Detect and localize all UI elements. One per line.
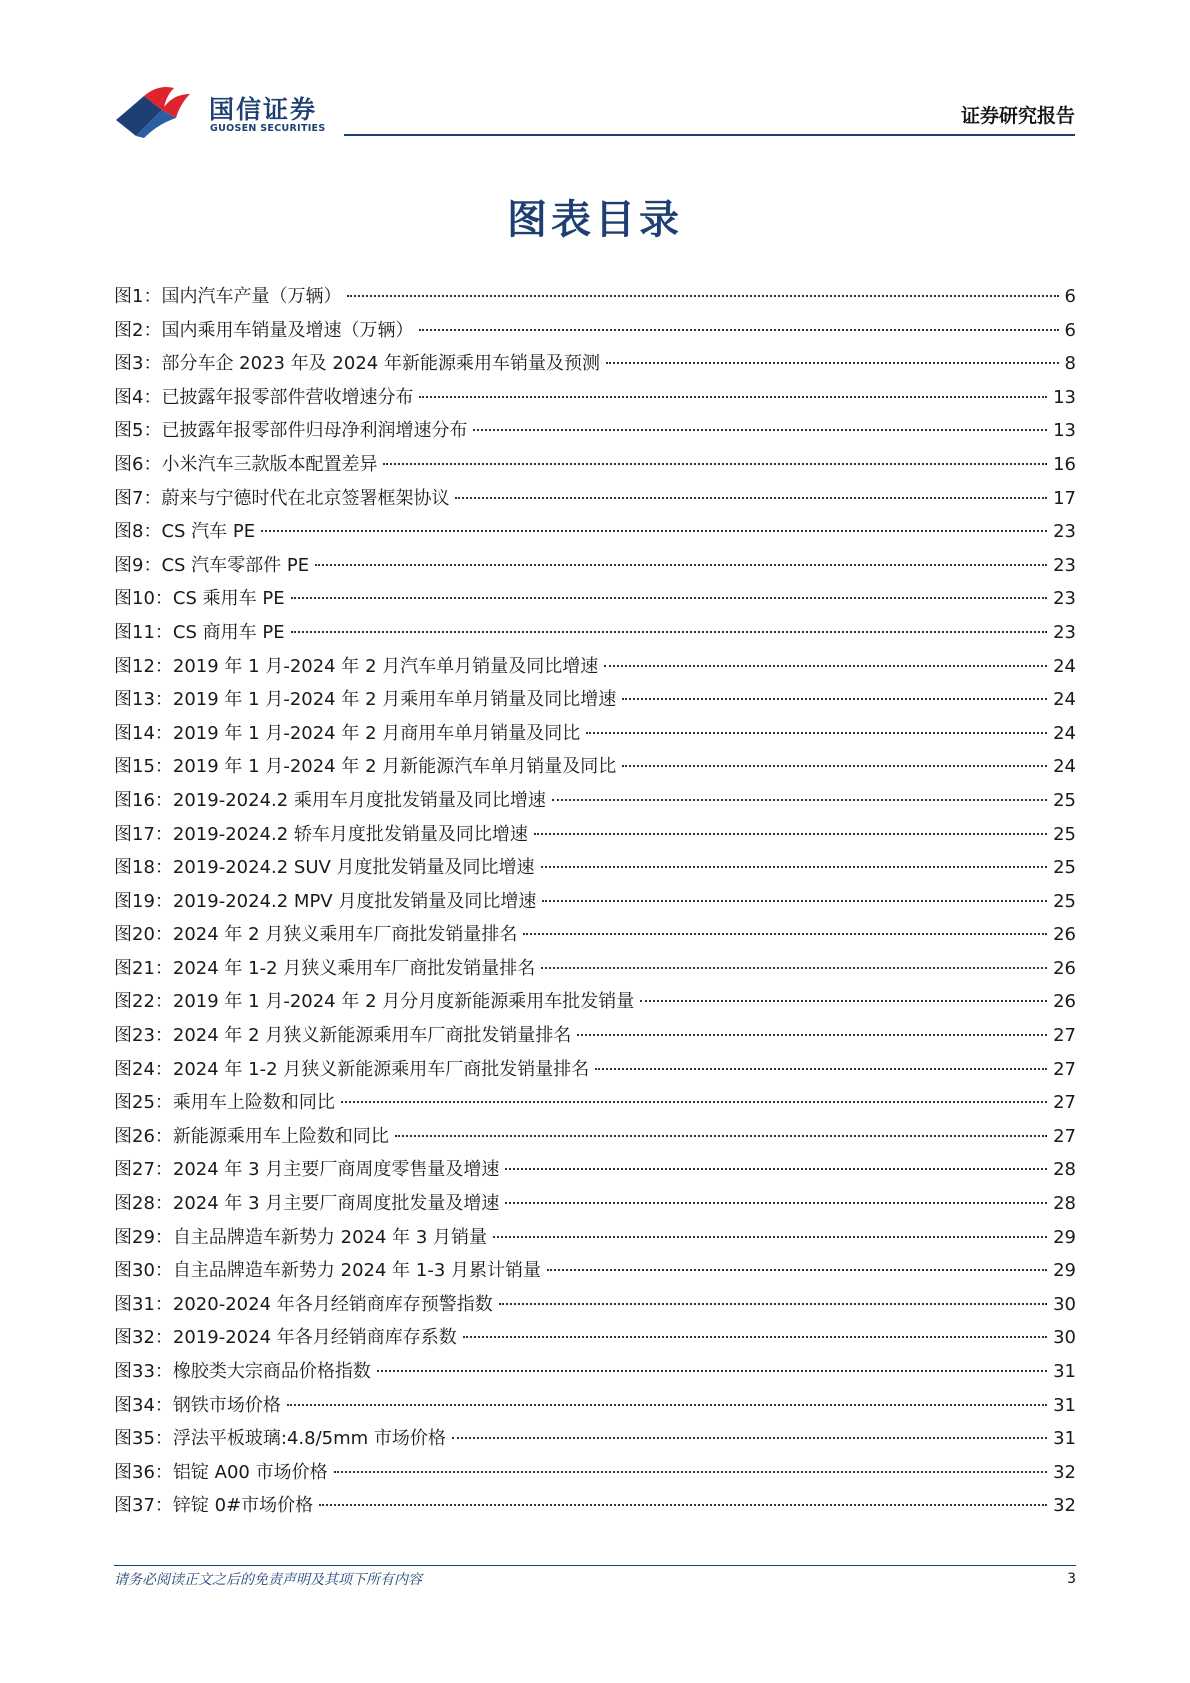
toc-entry-page: 24 (1053, 689, 1076, 711)
toc-entry-title: 2019 年 1 月-2024 年 2 月分月度新能源乘用车批发销量 (172, 991, 635, 1013)
toc-entry-title: 2019-2024.2 乘用车月度批发销量及同比增速 (172, 789, 546, 811)
toc-entry-label: 图33： (114, 1361, 173, 1382)
toc-entry[interactable] (114, 851, 1076, 885)
toc-entry-title: 锌锭 0#市场价格 (172, 1495, 314, 1517)
toc-dot-leader (586, 732, 1047, 734)
toc-entry-page: 29 (1053, 1226, 1076, 1248)
toc-entry-title: 2024 年 1-2 月狭义新能源乘用车厂商批发销量排名 (172, 1058, 590, 1080)
toc-entry-title: CS 乘用车 PE (172, 588, 285, 610)
toc-entry-title: 国内乘用车销量及增速（万辆） (161, 319, 414, 341)
toc-entry-title: 自主品牌造车新势力 2024 年 1-3 月累计销量 (172, 1260, 541, 1282)
toc-entry-label: 图12： (114, 655, 173, 677)
toc-entry-page: 26 (1053, 924, 1076, 946)
toc-entry-title: 新能源乘用车上险数和同比 (172, 1125, 389, 1147)
toc-dot-leader (452, 1437, 1047, 1439)
page-title: 图表目录 (507, 197, 683, 243)
toc-dot-leader (334, 1471, 1048, 1473)
toc-entry[interactable] (114, 1221, 1076, 1255)
toc-entry[interactable] (114, 1120, 1076, 1154)
toc-entry[interactable] (114, 1355, 1076, 1389)
toc-dot-leader (523, 933, 1047, 935)
toc-entry-page: 29 (1053, 1260, 1076, 1282)
toc-entry-title: 橡胶类大宗商品价格指数 (172, 1361, 371, 1382)
toc-dot-leader (395, 1135, 1047, 1137)
toc-entry[interactable] (114, 1019, 1076, 1053)
toc-entry-label: 图29： (114, 1226, 173, 1248)
toc-entry-title: 2019-2024.2 SUV 月度批发销量及同比增速 (172, 857, 535, 879)
toc-entry-label: 图27： (114, 1159, 173, 1181)
toc-entry-title: 国内汽车产量（万辆） (161, 286, 342, 307)
toc-entry[interactable] (114, 1086, 1076, 1120)
toc-entry[interactable] (114, 885, 1076, 919)
toc-entry-label: 图35： (114, 1428, 173, 1450)
toc-dot-leader (287, 1404, 1047, 1406)
toc-entry-title: 2019-2024 年各月经销商库存系数 (172, 1327, 457, 1349)
toc-entry-title: 浮法平板玻璃:4.8/5mm 市场价格 (172, 1428, 446, 1450)
toc-entry-label: 图23： (114, 1025, 173, 1047)
toc-dot-leader (547, 1269, 1047, 1271)
toc-entry-page: 17 (1053, 487, 1076, 509)
toc-entry[interactable] (114, 616, 1076, 650)
toc-entry-page: 24 (1053, 756, 1076, 778)
toc-entry-title: 2019 年 1 月-2024 年 2 月汽车单月销量及同比增速 (172, 655, 599, 677)
toc-entry[interactable] (114, 750, 1076, 784)
toc-entry-label: 图5： (114, 420, 162, 442)
toc-entry-title: 2024 年 3 月主要厂商周度零售量及增速 (172, 1159, 500, 1181)
toc-entry-title: 2024 年 3 月主要厂商周度批发量及增速 (172, 1193, 500, 1215)
toc-entry[interactable] (114, 582, 1076, 616)
toc-entry-page: 25 (1053, 789, 1076, 811)
toc-entry-page: 16 (1053, 453, 1076, 475)
toc-entry[interactable] (114, 918, 1076, 952)
toc-dot-leader (622, 765, 1047, 767)
toc-entry-title: 2024 年 1-2 月狭义乘用车厂商批发销量排名 (172, 957, 536, 979)
toc-dot-leader (319, 1504, 1047, 1506)
toc-dot-leader (455, 497, 1047, 499)
toc-entry-page: 25 (1053, 823, 1076, 845)
toc-dot-leader (493, 1236, 1047, 1238)
toc-dot-leader (347, 295, 1058, 297)
toc-entry-page: 8 (1064, 353, 1076, 375)
toc-entry-label: 图32： (114, 1327, 173, 1349)
toc-dot-leader (383, 463, 1047, 465)
toc-entry-title: 2019 年 1 月-2024 年 2 月乘用车单月销量及同比增速 (172, 689, 617, 711)
toc-entry-title: 自主品牌造车新势力 2024 年 3 月销量 (172, 1226, 488, 1248)
toc-dot-leader (622, 698, 1047, 700)
toc-entry-title: 2024 年 2 月狭义乘用车厂商批发销量排名 (172, 924, 518, 946)
toc-entry-label: 图3： (114, 353, 162, 375)
toc-entry-title: 部分车企 2023 年及 2024 年新能源乘用车销量及预测 (161, 353, 600, 375)
toc-entry-page: 27 (1053, 1058, 1076, 1080)
toc-entry-page: 24 (1053, 655, 1076, 677)
footer-disclaimer: 请务必阅读正文之后的免责声明及其项下所有内容 (114, 1572, 422, 1588)
toc-entry-page: 13 (1053, 386, 1076, 408)
toc-entry[interactable] (114, 1153, 1076, 1187)
toc-entry-label: 图14： (114, 722, 173, 744)
toc-entry-page: 28 (1053, 1193, 1076, 1215)
toc-entry[interactable] (114, 414, 1076, 448)
toc-entry-label: 图7： (114, 487, 162, 509)
toc-entry[interactable] (114, 381, 1076, 415)
toc-entry-label: 图20： (114, 924, 173, 946)
toc-entry-label: 图19： (114, 890, 173, 912)
toc-entry-title: 2019-2024.2 MPV 月度批发销量及同比增速 (172, 890, 537, 912)
toc-entry[interactable] (114, 1254, 1076, 1288)
toc-entry[interactable] (114, 1456, 1076, 1490)
toc-entry-page: 31 (1053, 1361, 1076, 1382)
toc-entry-title: 小米汽车三款版本配置差异 (161, 453, 378, 475)
toc-entry-page: 28 (1053, 1159, 1076, 1181)
toc-entry[interactable] (114, 784, 1076, 818)
toc-dot-leader (463, 1336, 1047, 1338)
toc-dot-leader (473, 429, 1047, 431)
toc-dot-leader (419, 329, 1058, 331)
toc-entry-title: 蔚来与宁德时代在北京签署框架协议 (161, 487, 450, 509)
toc-entry-label: 图31： (114, 1293, 173, 1315)
toc-entry[interactable] (114, 515, 1076, 549)
toc-dot-leader (541, 967, 1047, 969)
toc-dot-leader (604, 665, 1047, 667)
toc-entry[interactable] (114, 818, 1076, 852)
toc-entry-page: 30 (1053, 1327, 1076, 1349)
toc-entry[interactable] (114, 683, 1076, 717)
toc-entry-page: 27 (1053, 1125, 1076, 1147)
toc-dot-leader (341, 1101, 1047, 1103)
toc-entry-label: 图2： (114, 319, 162, 341)
toc-dot-leader (291, 631, 1048, 633)
toc-entry-title: 已披露年报零部件归母净利润增速分布 (161, 420, 468, 442)
toc-entry-label: 图26： (114, 1125, 173, 1147)
toc-entry-page: 23 (1053, 521, 1076, 543)
toc-entry-title: CS 汽车零部件 PE (161, 554, 310, 576)
toc-dot-leader (261, 530, 1047, 532)
toc-entry-label: 图22： (114, 991, 173, 1013)
toc-entry-label: 图13： (114, 689, 173, 711)
toc-entry-title: 2019 年 1 月-2024 年 2 月商用车单月销量及同比 (172, 722, 581, 744)
toc-dot-leader (640, 1000, 1047, 1002)
toc-entry-label: 图24： (114, 1058, 173, 1080)
toc-dot-leader (541, 866, 1048, 868)
toc-dot-leader (577, 1034, 1047, 1036)
toc-dot-leader (291, 597, 1048, 599)
toc-entry[interactable] (114, 1422, 1076, 1456)
toc-entry-page: 30 (1053, 1293, 1076, 1315)
toc-entry-label: 图9： (114, 554, 162, 576)
toc-entry-title: 2019-2024.2 轿车月度批发销量及同比增速 (172, 823, 528, 845)
toc-entry-page: 26 (1053, 991, 1076, 1013)
toc-entry-label: 图30： (114, 1260, 173, 1282)
toc-entry-label: 图11： (114, 621, 173, 643)
toc-entry-title: 铝锭 A00 市场价格 (172, 1461, 328, 1483)
toc-entry-label: 图16： (114, 789, 173, 811)
toc-dot-leader (499, 1303, 1047, 1305)
header-divider (344, 134, 1075, 136)
toc-entry-label: 图4： (114, 386, 162, 408)
toc-dot-leader (542, 900, 1047, 902)
toc-entry-title: 2024 年 2 月狭义新能源乘用车厂商批发销量排名 (172, 1025, 572, 1047)
toc-entry-title: CS 商用车 PE (172, 621, 285, 643)
toc-entry-page: 23 (1053, 588, 1076, 610)
toc-entry-page: 25 (1053, 857, 1076, 879)
brand-name-en: GUOSEN SECURITIES (210, 123, 326, 134)
toc-entry-page: 32 (1053, 1461, 1076, 1483)
figure-toc-list (114, 280, 1076, 1523)
toc-entry-page: 23 (1053, 621, 1076, 643)
toc-entry-page: 6 (1064, 286, 1076, 307)
toc-entry-page: 6 (1064, 319, 1076, 341)
toc-entry-label: 图28： (114, 1193, 173, 1215)
toc-entry-page: 23 (1053, 554, 1076, 576)
toc-entry-title: 乘用车上险数和同比 (172, 1092, 335, 1114)
toc-entry-page: 25 (1053, 890, 1076, 912)
toc-entry[interactable] (114, 1187, 1076, 1221)
toc-entry[interactable] (114, 1288, 1076, 1322)
brand-name-cn: 国信证券 (209, 95, 318, 124)
toc-entry[interactable] (114, 1321, 1076, 1355)
toc-entry[interactable] (114, 482, 1076, 516)
toc-entry-label: 图37： (114, 1495, 173, 1517)
toc-entry[interactable] (114, 347, 1076, 381)
toc-entry-label: 图1： (114, 286, 162, 307)
toc-dot-leader (315, 564, 1047, 566)
page-number: 3 (1067, 1571, 1076, 1587)
toc-entry[interactable] (114, 1053, 1076, 1087)
toc-entry-page: 27 (1053, 1092, 1076, 1114)
page-header (0, 0, 1190, 140)
toc-entry-page: 31 (1053, 1394, 1076, 1416)
toc-entry-page: 26 (1053, 957, 1076, 979)
toc-dot-leader (377, 1370, 1047, 1372)
toc-entry[interactable] (114, 280, 1076, 314)
toc-dot-leader (419, 396, 1047, 398)
toc-dot-leader (595, 1068, 1047, 1070)
toc-entry-page: 32 (1053, 1495, 1076, 1517)
toc-entry[interactable] (114, 314, 1076, 348)
toc-entry-label: 图34： (114, 1394, 173, 1416)
toc-dot-leader (505, 1168, 1047, 1170)
toc-entry-title: 2020-2024 年各月经销商库存预警指数 (172, 1293, 493, 1315)
toc-entry-page: 13 (1053, 420, 1076, 442)
toc-entry-title: 钢铁市场价格 (172, 1394, 281, 1416)
toc-entry[interactable] (114, 448, 1076, 482)
toc-dot-leader (552, 799, 1047, 801)
toc-entry-label: 图10： (114, 588, 173, 610)
toc-entry-title: CS 汽车 PE (161, 521, 256, 543)
toc-entry-title: 2019 年 1 月-2024 年 2 月新能源汽车单月销量及同比 (172, 756, 617, 778)
toc-entry-title: 已披露年报零部件营收增速分布 (161, 386, 414, 408)
toc-entry[interactable] (114, 650, 1076, 684)
toc-entry-label: 图6： (114, 453, 162, 475)
toc-entry-label: 图15： (114, 756, 173, 778)
toc-entry[interactable] (114, 985, 1076, 1019)
toc-entry-page: 24 (1053, 722, 1076, 744)
toc-entry-page: 31 (1053, 1428, 1076, 1450)
toc-entry[interactable] (114, 717, 1076, 751)
footer-divider (114, 1565, 1076, 1566)
toc-entry[interactable] (114, 1489, 1076, 1523)
report-type-label: 证券研究报告 (960, 105, 1075, 127)
toc-entry-label: 图21： (114, 957, 173, 979)
toc-dot-leader (505, 1202, 1047, 1204)
toc-entry[interactable] (114, 1389, 1076, 1423)
toc-dot-leader (534, 833, 1047, 835)
toc-entry-page: 27 (1053, 1025, 1076, 1047)
toc-entry-label: 图8： (114, 521, 162, 543)
toc-entry-label: 图25： (114, 1092, 173, 1114)
guosen-logo-icon (114, 84, 194, 140)
toc-entry-label: 图18： (114, 857, 173, 879)
toc-entry[interactable] (114, 549, 1076, 583)
toc-dot-leader (606, 362, 1059, 364)
toc-entry-label: 图17： (114, 823, 173, 845)
toc-entry-label: 图36： (114, 1461, 173, 1483)
toc-entry[interactable] (114, 952, 1076, 986)
